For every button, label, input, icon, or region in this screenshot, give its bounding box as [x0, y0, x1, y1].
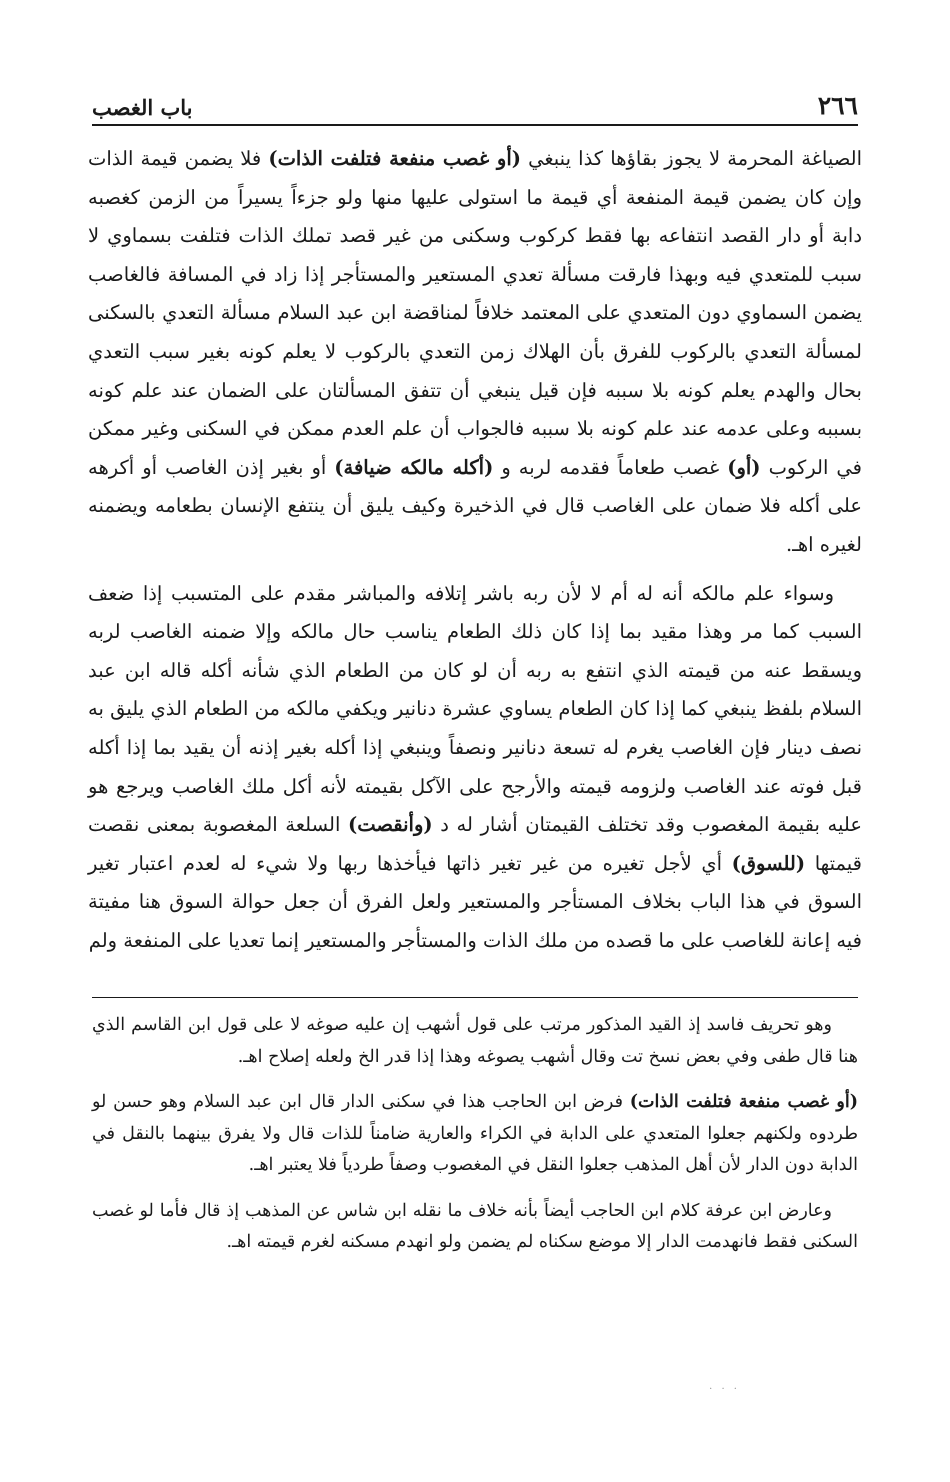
main-paragraph-2	[88, 575, 862, 961]
text-run: أي لأجل تغيره من غير تغير ذاتها فيأخذها ربها ولا شيء له لعدم اعتبار تغير السوق في هذا الباب بخلاف المستأجر والمستعير ولعل الفرق أن جعل حوالة السوق هنا مفيتة فيه إعانة للغاصب على ما قصده من ملك الذات والمستأجر والمستعير إنما تعديا على المنفعة ولم	[88, 851, 862, 952]
header-divider	[92, 124, 858, 126]
text-run: السلعة المغصوبة بمعنى نقصت قيمتها	[88, 813, 862, 875]
text-run: فرض ابن الحاجب هذا في سكنى الدار قال ابن عبد السلام وهو حسن لو طردوه ولكنهم جعلوا المتعدي على الدابة في الكراء والعارية ضامناً للذات قال ولا يفرق بينهما بالنقل في الدابة دون الدار لأن أهل المذهب جعلوا النقل في المغصوب وصفاً طردياً فلا يعتبر اهـ.	[92, 1092, 858, 1175]
chapter-title: باب الغصب	[92, 95, 193, 120]
footnote-divider	[92, 997, 858, 998]
bold-phrase: (للسوق)	[731, 851, 806, 875]
bold-phrase: (وأنقصت)	[347, 813, 433, 837]
footnote-3: وعارض ابن عرفة كلام ابن الحاجب أيضاً بأنه خلاف ما نقله ابن شاس عن المذهب إذ قال فأما لو غصب السكنى فقط فانهدمت الدار إلا موضع سكناه لم يضمن ولو انهدم مسكنه لغرم قيمته اهـ.	[92, 1200, 858, 1252]
running-header	[92, 86, 858, 118]
text-run: الصياغة المحرمة لا يجوز بقاؤها كذا ينبغي	[520, 147, 863, 170]
text-run: وسواء علم مالكه أنه له أم لا لأن ربه باشر إتلافه والمباشر مقدم على المتسبب إذا ضعف السبب كما مر وهذا مقيد بما إذا كان ذلك الطعام يناسب حال مالكه وإلا ضمنه الغاصب لربه ويسقط عنه من قيمته الذي انتفع به ربه أن لو كان من الطعام الذي شأنه أكله قاله ابن عبد السلام بلفظ ينبغي كما إذا كان الطعام يساوي عشرة دنانير ويكفي مالكه من الطعام الذي يليق به نصف دينار فإن الغاصب يغرم له تسعة دنانير ونصفاً وينبغي إذا أكله بغير إذنه أن يقيد بما إذا أكله قبل فوته عند الغاصب ولزومه قيمته والأرجح على الآكل بقيمته لأنه أكل ملك الغاصب ويرجع هو عليه بقيمة المغصوب وقد تختلف القيمتان أشار له د	[88, 581, 862, 837]
scan-speck: · · ·	[709, 1384, 740, 1395]
bold-phrase: (أكله مالكه ضيافة)	[334, 455, 494, 479]
footnote-1: وهو تحريف فاسد إذ القيد المذكور مرتب على قول أشهب إن عليه صوغه لا على قول ابن القاسم الذي هنا قال طفى وفي بعض نسخ تت وقال أشهب يصوغه وهذا إذا قدر الخ ولعله إصلاح اهـ.	[92, 1015, 858, 1067]
footnotes	[92, 1010, 858, 1273]
page-number: ٢٦٦	[817, 91, 858, 120]
text-run: أو بغير إذن الغاصب أو أكرهه على أكله فلا ضمان على الغاصب قال في الذخيرة وكيف يليق أن ينتفع الإنسان بطعامه ويضمنه لغيره اهـ.	[88, 455, 862, 556]
bold-phrase: (أو غصب منفعة فتلفت الذات)	[629, 1092, 858, 1112]
bold-phrase: (أو)	[727, 455, 761, 479]
main-text	[88, 140, 862, 960]
bold-phrase: (أو غصب منفعة فتلفت الذات)	[268, 147, 521, 170]
text-run: فلا يضمن قيمة الذات وإن كان يضمن قيمة المنفعة أي قيمة ما استولى عليها منها ولو جزءاً يسيراً من الزمن كغصبه دابة أو دار القصد انتفاعه بها فقط كركوب وسكنى من غير قصد تملك الذات فتلفت بسماوي لا سبب للمتعدي فيه وبهذا فارقت مسألة تعدي المستعير والمستأجر إذا زاد في المسافة فالغاصب يضمن السماوي دون المتعدي على المعتمد خلافاً لمناقضة ابن عبد السلام مسألة التعدي بالسكنى لمسألة التعدي بالركوب للفرق بأن الهلاك زمن التعدي بالركوب لا يعلم كونه بغير سبب التعدي بحال والهدم يعلم كونه بلا سببه فإن قيل ينبغي أن تتفق المسألتان على الضمان عند علم كونه بسببه وعلى عدمه عند علم كونه بلا سببه فالجواب أن علم العدم ممكن في السكنى وغير ممكن في الركوب	[88, 147, 862, 479]
text-run: غصب طعاماً فقدمه لربه و	[493, 455, 728, 479]
footnote-2	[92, 1087, 858, 1182]
main-paragraph-1	[88, 140, 862, 565]
